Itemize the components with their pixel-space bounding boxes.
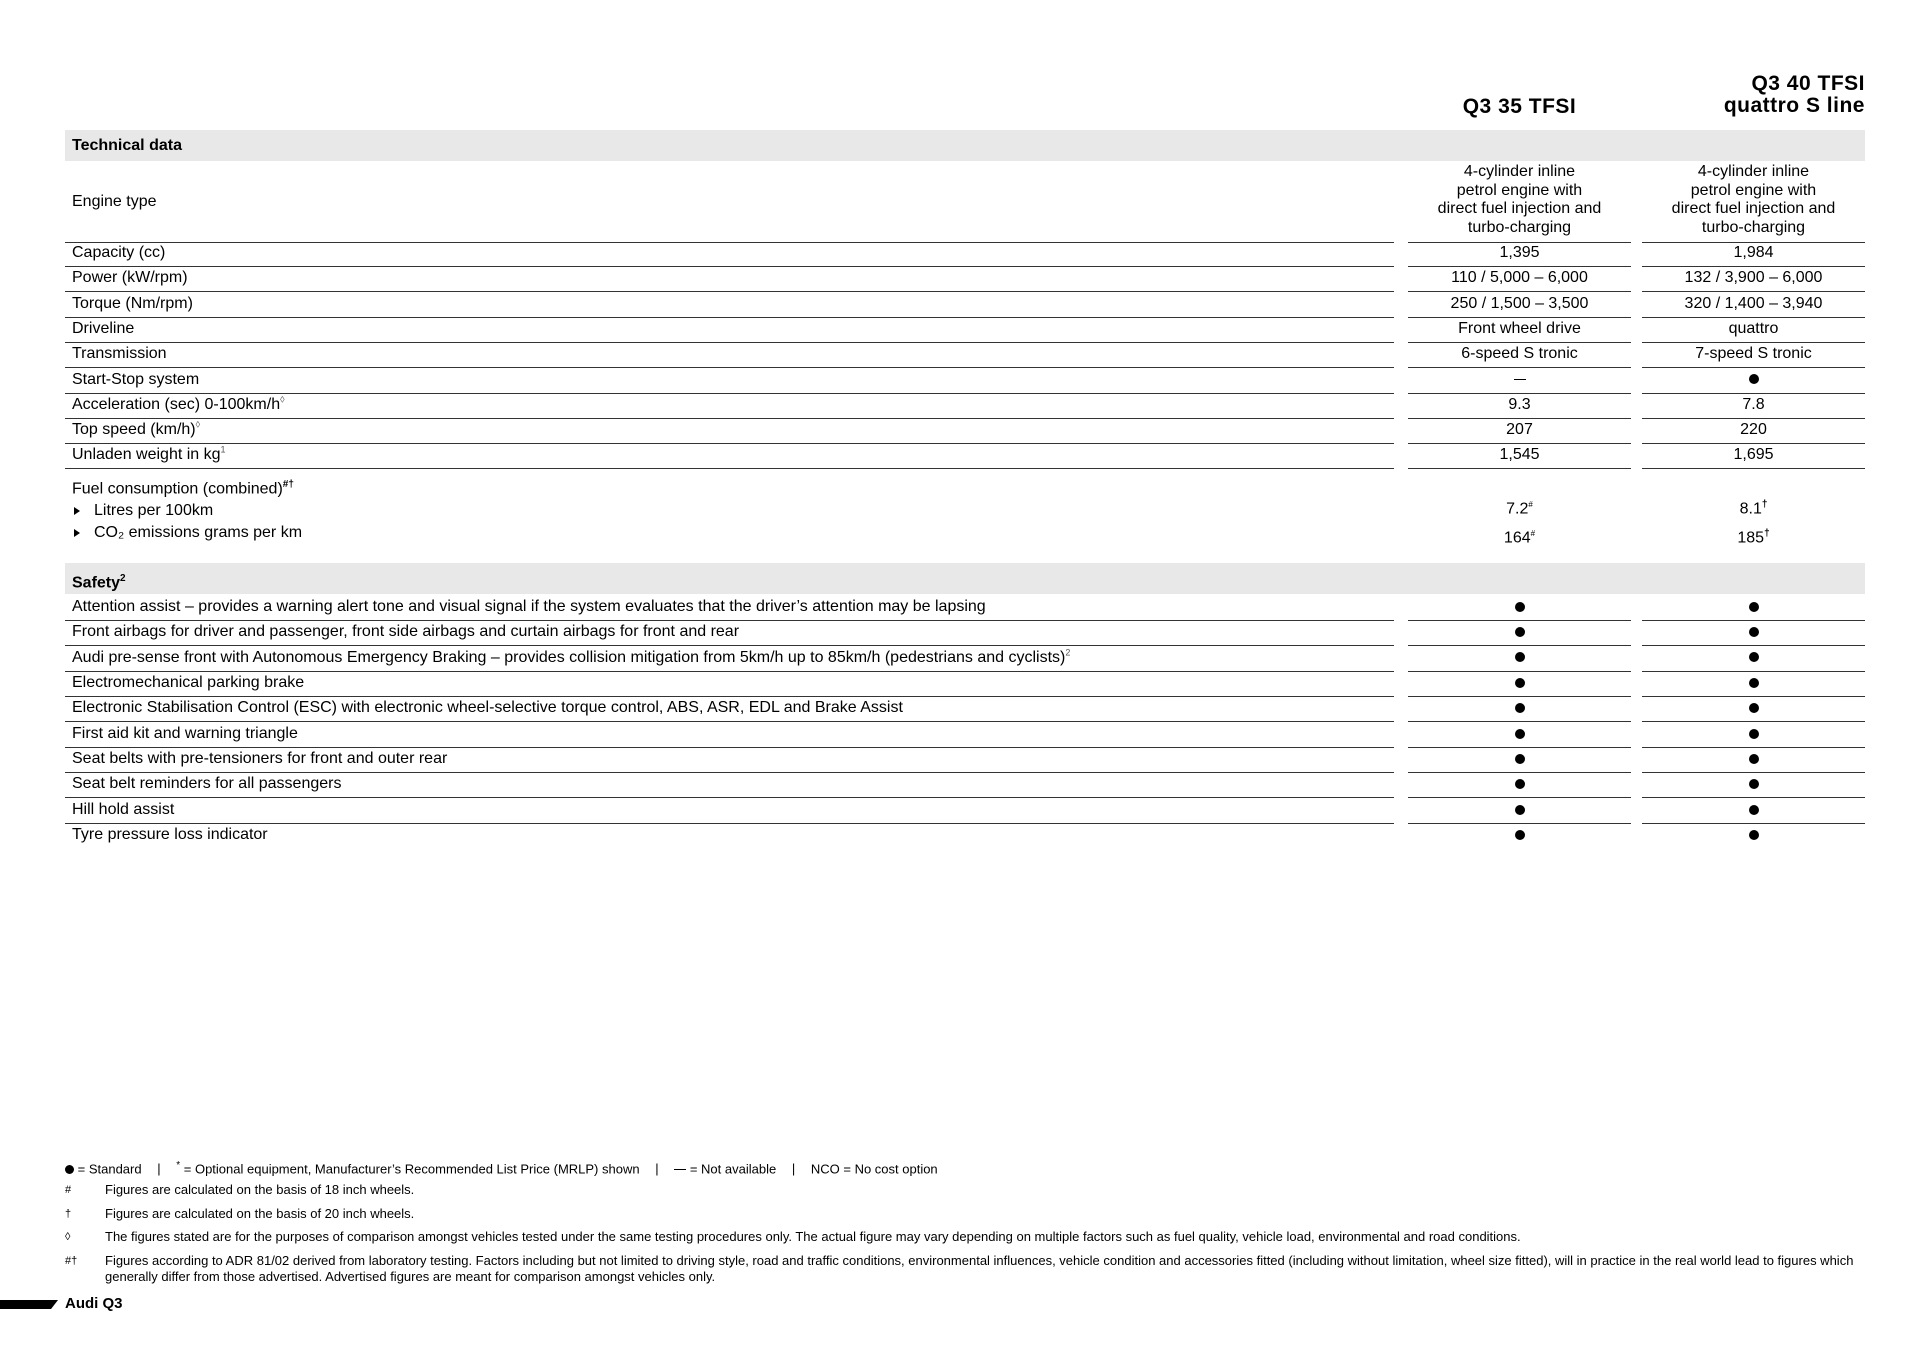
row-label-cell bbox=[65, 825, 1394, 849]
fuel-co2-value-2: 185 bbox=[1737, 529, 1765, 547]
engine-2-line: direct fuel injection and bbox=[1671, 200, 1836, 217]
row-label: Hill hold assist bbox=[72, 800, 175, 818]
model-heading-1 bbox=[1408, 70, 1631, 118]
table-row bbox=[0, 268, 1920, 292]
safety-title-sup: 2 bbox=[120, 573, 126, 584]
row-label-cell bbox=[65, 243, 1394, 267]
footnote bbox=[65, 1206, 1865, 1224]
standard-dot-icon bbox=[1749, 652, 1759, 662]
fuel-litres-label bbox=[72, 500, 1394, 522]
row-label: Attention assist – provides a warning alert tone and visual signal if the system evaluates that the driver’s attention may be lapsing bbox=[72, 598, 986, 615]
standard-dot-icon bbox=[1749, 805, 1759, 815]
fuel-consumption-block bbox=[65, 474, 1394, 544]
table-row bbox=[0, 648, 1920, 672]
label-footnote-mark: ◊ bbox=[195, 419, 201, 430]
row-label-cell bbox=[65, 344, 1394, 368]
footnote-mark: # bbox=[65, 1184, 72, 1196]
row-label-cell bbox=[65, 622, 1394, 646]
engine-value-2 bbox=[1642, 163, 1865, 243]
footnote bbox=[65, 1229, 1865, 1247]
row-value-1-cell bbox=[1408, 800, 1631, 824]
engine-1-line: petrol engine with bbox=[1456, 181, 1583, 199]
row-label-cell bbox=[65, 294, 1394, 318]
table-row bbox=[0, 622, 1920, 646]
legend-nco: NCO = No cost option bbox=[810, 1161, 938, 1177]
row-value-2-cell bbox=[1642, 774, 1865, 798]
row-value-2: 132 / 3,900 – 6,000 bbox=[1684, 269, 1823, 287]
fuel-litres-value-1: 7.2 bbox=[1506, 500, 1529, 518]
label-footnote-mark: ◊ bbox=[280, 394, 285, 405]
row-value-2: 7-speed S tronic bbox=[1695, 345, 1812, 363]
table-row bbox=[0, 749, 1920, 773]
row-value-2-cell bbox=[1642, 370, 1865, 394]
row-label-cell bbox=[65, 673, 1394, 697]
standard-dot-icon bbox=[1515, 754, 1525, 764]
table-row bbox=[0, 420, 1920, 444]
row-value-2: quattro bbox=[1728, 319, 1779, 337]
model-2-name-line2: quattro S line bbox=[1723, 94, 1865, 117]
row-label: Electromechanical parking brake bbox=[72, 674, 305, 692]
footnote bbox=[65, 1253, 1865, 1287]
table-row bbox=[0, 370, 1920, 394]
row-label-cell bbox=[65, 420, 1394, 444]
row-value-1-cell bbox=[1408, 622, 1631, 646]
fuel-consumption-label bbox=[72, 474, 1394, 500]
model-heading-2 bbox=[1642, 72, 1865, 118]
legend-optional: = Optional equipment, Manufacturer’s Recommended List Price (MRLP) shown bbox=[183, 1161, 640, 1177]
safety-section-title bbox=[72, 563, 126, 598]
row-label-cell bbox=[65, 724, 1394, 748]
row-value-2-cell bbox=[1642, 243, 1865, 267]
engine-1-line: direct fuel injection and bbox=[1437, 200, 1602, 217]
row-value-2-cell bbox=[1642, 597, 1865, 621]
row-value-1-cell bbox=[1408, 268, 1631, 292]
bullet-icon bbox=[74, 529, 80, 537]
row-value-1-cell bbox=[1408, 344, 1631, 368]
footnote-mark: #† bbox=[65, 1255, 78, 1267]
table-row-engine bbox=[0, 163, 1920, 243]
footnote-text: Figures are calculated on the basis of 18 inch wheels. bbox=[105, 1182, 415, 1197]
model-1-name: Q3 35 TFSI bbox=[1462, 95, 1577, 118]
safety-section-band bbox=[65, 563, 1865, 594]
row-value-2-cell bbox=[1642, 749, 1865, 773]
standard-dot-icon bbox=[1749, 703, 1759, 713]
row-value-2: 1,695 bbox=[1733, 446, 1774, 464]
legend-standard: = Standard bbox=[77, 1161, 142, 1177]
bullet-icon bbox=[74, 507, 80, 515]
standard-dot-icon bbox=[1749, 678, 1759, 688]
fuel-litres-value-2: 8.1 bbox=[1739, 500, 1762, 518]
row-label: Front airbags for driver and passenger, front side airbags and curtain airbags for front and rear bbox=[72, 623, 740, 641]
row-label-cell bbox=[65, 774, 1394, 798]
row-label: Tyre pressure loss indicator bbox=[72, 826, 268, 844]
standard-dot-icon bbox=[1515, 602, 1525, 612]
standard-dot-icon bbox=[1515, 627, 1525, 637]
fuel-sup: # bbox=[1528, 500, 1533, 509]
row-value-2-cell bbox=[1642, 724, 1865, 748]
row-value-2: 1,984 bbox=[1733, 244, 1774, 261]
table-row bbox=[0, 774, 1920, 798]
row-value-2-cell bbox=[1642, 825, 1865, 849]
table-row bbox=[0, 724, 1920, 748]
row-value-1-cell bbox=[1408, 724, 1631, 748]
row-value-1: 207 bbox=[1506, 421, 1533, 439]
standard-dot-icon bbox=[1749, 729, 1759, 739]
engine-label-cell bbox=[65, 163, 1394, 243]
row-value-2: 220 bbox=[1740, 421, 1767, 439]
standard-dot-icon bbox=[1515, 678, 1525, 688]
row-label-cell bbox=[65, 749, 1394, 773]
fuel-sup: # bbox=[1530, 529, 1536, 539]
row-value-2-cell bbox=[1642, 294, 1865, 318]
row-label: Top speed (km/h)◊ bbox=[72, 419, 201, 439]
fuel-label-sup: #† bbox=[282, 479, 294, 490]
row-value-1: 9.3 bbox=[1508, 395, 1531, 413]
footnote-text: Figures are calculated on the basis of 20 inch wheels. bbox=[105, 1206, 415, 1221]
row-label: Audi pre-sense front with Autonomous Emergency Braking – provides collision mitigation from 5km/h up to 85km/h (pedestrians and cyclists)$^2$ bbox=[72, 647, 1071, 666]
engine-2-line: 4-cylinder inline bbox=[1697, 163, 1810, 180]
row-value-2-cell bbox=[1642, 344, 1865, 368]
row-label: Seat belts with pre-tensioners for front and outer rear bbox=[72, 750, 448, 768]
engine-2-line: turbo-charging bbox=[1701, 218, 1806, 236]
not-available-dash-icon bbox=[1514, 379, 1526, 380]
row-value-1: 110 / 5,000 – 6,000 bbox=[1451, 269, 1588, 287]
row-value-1: 1,545 bbox=[1499, 446, 1540, 464]
row-label-cell bbox=[65, 597, 1394, 621]
footnote bbox=[65, 1182, 1865, 1200]
technical-section-band bbox=[65, 130, 1865, 161]
table-row bbox=[0, 395, 1920, 419]
table-row bbox=[0, 344, 1920, 368]
row-value-1-cell bbox=[1408, 825, 1631, 849]
fuel-values-1 bbox=[1408, 492, 1631, 551]
label-footnote-mark: 1 bbox=[220, 445, 226, 456]
row-value-1-cell bbox=[1408, 648, 1631, 672]
engine-label: Engine type bbox=[72, 192, 157, 210]
legend-not-available: = Not available bbox=[689, 1161, 777, 1177]
standard-dot-icon bbox=[1515, 779, 1525, 789]
fuel-co2-value-1: 164 bbox=[1503, 529, 1531, 547]
row-label: Seat belt reminders for all passengers bbox=[72, 775, 342, 793]
standard-dot-icon bbox=[1515, 703, 1525, 713]
model-2-name-line1: Q3 40 TFSI bbox=[1751, 72, 1865, 95]
row-label: Acceleration (sec) 0-100km/h◊ bbox=[72, 394, 285, 413]
standard-dot-icon bbox=[1749, 374, 1759, 384]
row-value-1-cell bbox=[1408, 698, 1631, 722]
table-row bbox=[0, 445, 1920, 469]
row-label-cell bbox=[65, 445, 1394, 469]
row-label-cell bbox=[65, 698, 1394, 722]
table-row bbox=[0, 800, 1920, 824]
row-value-1-cell bbox=[1408, 445, 1631, 469]
row-label: Power (kW/rpm) bbox=[72, 269, 188, 287]
footnote-text: Figures according to ADR 81/02 derived from laboratory testing. Factors including but not limited to driving style, road and traffic conditions, environmental influences, vehicle condition and accessories fitted (including without limitation, wheel size fitted), will in practice in the real world lead to figures which generally differ from those advertised. Advertised figures are meant for comparison amongst vehicles only. bbox=[105, 1253, 1854, 1284]
label-footnote-mark: 2 bbox=[1065, 647, 1071, 658]
fuel-co2-label bbox=[72, 522, 1394, 544]
row-label: Electronic Stabilisation Control (ESC) with electronic wheel-selective torque control, ABS, ASR, EDL and Brake Assist bbox=[72, 699, 903, 717]
row-value-1-cell bbox=[1408, 597, 1631, 621]
row-value-1-cell bbox=[1408, 243, 1631, 267]
row-label: Torque (Nm/rpm) bbox=[72, 294, 193, 312]
table-row bbox=[0, 698, 1920, 722]
row-value-2-cell bbox=[1642, 648, 1865, 672]
row-label: Unladen weight in $kg^1$ bbox=[72, 445, 226, 464]
row-label-cell bbox=[65, 395, 1394, 419]
safety-title-text: Safety bbox=[72, 574, 121, 592]
standard-dot-icon bbox=[1749, 754, 1759, 764]
table-row bbox=[0, 294, 1920, 318]
fuel-label-text: Fuel consumption (combined) bbox=[72, 480, 283, 498]
row-value-1-cell bbox=[1408, 774, 1631, 798]
standard-dot-icon bbox=[1749, 627, 1759, 637]
row-value-2-cell bbox=[1642, 698, 1865, 722]
row-value-2-cell bbox=[1642, 268, 1865, 292]
not-available-dash-icon bbox=[674, 1169, 686, 1170]
row-label: Start-Stop system bbox=[72, 370, 200, 388]
table-row bbox=[0, 243, 1920, 267]
row-value-1: Front wheel drive bbox=[1458, 319, 1581, 337]
table-row bbox=[0, 597, 1920, 621]
row-value-2-cell bbox=[1642, 445, 1865, 469]
technical-section-title: Technical data bbox=[72, 137, 182, 154]
table-row bbox=[0, 319, 1920, 343]
fuel-sup: † bbox=[1761, 499, 1768, 510]
engine-1-line: turbo-charging bbox=[1467, 218, 1572, 236]
row-label: Transmission bbox=[72, 345, 167, 363]
fuel-litres-text: Litres per 100km bbox=[94, 502, 214, 520]
standard-dot-icon bbox=[1749, 779, 1759, 789]
footer-accent-bar bbox=[0, 1300, 58, 1309]
table-row bbox=[0, 673, 1920, 697]
table-row bbox=[0, 825, 1920, 849]
row-value-1-cell bbox=[1408, 319, 1631, 343]
row-label-cell bbox=[65, 268, 1394, 292]
row-value-2-cell bbox=[1642, 420, 1865, 444]
row-value-2-cell bbox=[1642, 395, 1865, 419]
row-value-2-cell bbox=[1642, 319, 1865, 343]
row-value-1: 6-speed S tronic bbox=[1461, 345, 1578, 363]
standard-dot-icon bbox=[1515, 729, 1525, 739]
row-value-1-cell bbox=[1408, 673, 1631, 697]
footnote-mark: ◊ bbox=[65, 1231, 71, 1243]
row-value-1: 250 / 1,500 – 3,500 bbox=[1450, 294, 1589, 312]
row-value-2-cell bbox=[1642, 800, 1865, 824]
standard-dot-icon bbox=[65, 1165, 74, 1174]
row-value-1: 1,395 bbox=[1499, 244, 1540, 261]
fuel-sup: † bbox=[1764, 528, 1770, 540]
standard-dot-icon bbox=[1749, 602, 1759, 612]
row-label-cell bbox=[65, 800, 1394, 824]
fuel-values-2 bbox=[1642, 492, 1865, 551]
engine-2-line: petrol engine with bbox=[1690, 181, 1817, 199]
row-value-1-cell bbox=[1408, 749, 1631, 773]
engine-value-1 bbox=[1408, 163, 1631, 243]
standard-dot-icon bbox=[1749, 830, 1759, 840]
row-value-2: 7.8 bbox=[1742, 395, 1765, 413]
row-value-1-cell bbox=[1408, 370, 1631, 394]
row-label-cell bbox=[65, 648, 1394, 672]
standard-dot-icon bbox=[1515, 830, 1525, 840]
row-value-2: 320 / 1,400 – 3,940 bbox=[1684, 294, 1823, 312]
row-label-cell bbox=[65, 370, 1394, 394]
row-value-2-cell bbox=[1642, 622, 1865, 646]
footnote-mark: † bbox=[65, 1208, 72, 1220]
fuel-co2-text: CO₂ emissions grams per km bbox=[94, 524, 303, 542]
row-value-2-cell bbox=[1642, 673, 1865, 697]
row-value-1-cell bbox=[1408, 395, 1631, 419]
standard-dot-icon bbox=[1515, 652, 1525, 662]
legend: = Standard | * = Optional equipment, Manufacturer’s Recommended List Price (MRLP) shown | = Not available | NCO = No cost option bbox=[65, 1157, 938, 1178]
row-value-1-cell bbox=[1408, 294, 1631, 318]
row-label: First aid kit and warning triangle bbox=[72, 724, 298, 742]
footnote-text: The figures stated are for the purposes of comparison amongst vehicles tested under the same testing procedures only. The actual figure may vary depending on multiple factors such as fuel quality, vehicle load, environmental and road conditions. bbox=[105, 1229, 1521, 1244]
engine-1-line: 4-cylinder inline bbox=[1463, 163, 1576, 180]
standard-dot-icon bbox=[1515, 805, 1525, 815]
row-label: Driveline bbox=[72, 319, 135, 337]
row-label: Capacity (cc) bbox=[72, 244, 166, 261]
row-value-1-cell bbox=[1408, 420, 1631, 444]
row-label-cell bbox=[65, 319, 1394, 343]
footer-title: Audi Q3 bbox=[65, 1295, 123, 1312]
